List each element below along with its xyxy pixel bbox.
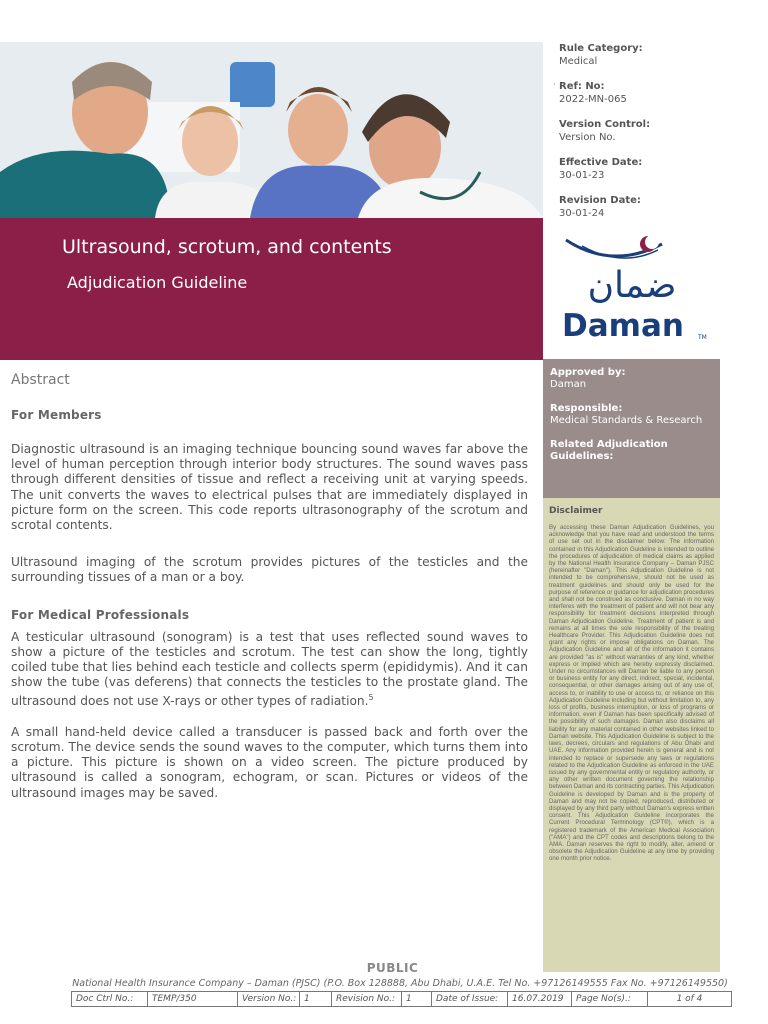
ref-no-label: Ref: No: — [559, 81, 605, 92]
disclaimer-title: Disclaimer — [549, 506, 603, 516]
approved-by-value: Daman — [550, 379, 587, 390]
disclaimer-text: By accessing these Daman Adjudication Guidelines, you acknowledge that you have read and understood the terms of use set out in the disclaimer below: The information contained in this Adjudication Guideline is intended to outline the procedures of adjudication of medical claims as applied by the National Health Insurance Company – Daman PJSC (hereinafter "Daman"). This Adjudication Guideline is not intended to be comprehensive, should not be used as treatment guidelines and should only be used for the purpose of reference or guidance for adjudication procedures and shall not be construed as conclusive. Daman in no way interferes with the treatment of patient and will not bear any responsibility for treatment decisions interpreted through Daman Adjudication Guideline. Treatment of patient is and remains at all times the sole responsibility of the treating Healthcare Provider. This Adjudication Guideline does not grant any rights or impose obligations on Daman. The Adjudication Guideline and all of the information it contains are provided "as is" without warranties of any kind, whether express or implied which are hereby expressly disclaimed. Under no circumstances will Daman be liable to any person or business entity for any direct, indirect, special, incidental, consequential, or other damages arising out of any use of, access to, or inability to use or access to, or reliance on this Adjudication Guideline including but without limitation to, any loss of profits, business interruption, or loss of programs or information, even if Daman has been specifically advised of the possibility of such damages. Daman also disclaims all liability for any material contained in other websites linked to Daman website. This Adjudication Guideline is subject to the laws, decrees, circulars and regulations of Abu Dhabi and UAE. Any information provided herein is general and is not intended to replace or supersede any laws or regulations related to the Adjudication Guideline as enforced in the UAE issued by any governmental entity or regulatory authority, or any other written document governing the relationship between Daman and its contracting parties. This Adjudication Guideline is developed by Daman and is the property of Daman and may not be copied, reproduced, distributed or displayed by any third party without Daman's express written consent. This Adjudication Guideline incorporates the Current Procedural Terminology (CPT®), which is a registered trademark of the American Medical Association ("AMA") and the CPT codes and descriptions belong to the AMA. Daman reserves the right to modify, alter, amend or obsolete the Adjudication Guideline at any time by providing one month prior notice. — [549, 524, 714, 863]
version-control-label: Version Control: — [559, 119, 651, 130]
revision-date-value: 30-01-24 — [559, 208, 605, 219]
version-control — [559, 118, 749, 144]
document-control-table — [71, 991, 732, 1007]
main-content — [11, 372, 528, 816]
version-label: Version No.: — [238, 992, 300, 1006]
disclaimer-box — [543, 498, 720, 972]
members-heading: For Members — [11, 408, 102, 422]
approved-by-label: Approved by: — [550, 367, 626, 378]
page-no-label: Page No(s).: — [572, 992, 648, 1006]
version-value: 1 — [300, 992, 332, 1006]
daman-logo — [558, 230, 718, 350]
effective-date-value: 30-01-23 — [559, 170, 605, 181]
ref-no-value: 2022-MN-065 — [559, 94, 627, 105]
issue-date-value: 16.07.2019 — [508, 992, 572, 1006]
revision-value: 1 — [402, 992, 432, 1006]
doc-ctrl-value: TEMP/350 — [148, 992, 238, 1006]
logo-latin-text: Daman — [562, 308, 684, 344]
doc-ctrl-label: Doc Ctrl No.: — [72, 992, 148, 1006]
issue-date-label: Date of Issue: — [432, 992, 508, 1006]
professionals-paragraph-1 — [11, 630, 528, 710]
revision-label: Revision No.: — [332, 992, 402, 1006]
company-address: National Health Insurance Company – Daman (PJSC) (P.O. Box 128888, Abu Dhabi, U.A.E. Tel No. +97126149555 Fax No. +97126149550) — [72, 978, 728, 989]
page-no-value: 1 of 4 — [676, 994, 703, 1004]
bullet-dot: · — [553, 80, 556, 89]
effective-date — [559, 156, 749, 182]
responsible-label: Responsible: — [550, 403, 623, 414]
rule-category-value: Medical — [559, 56, 598, 67]
effective-date-label: Effective Date: — [559, 157, 643, 168]
approval-box — [543, 359, 720, 498]
version-control-value: Version No. — [559, 132, 616, 143]
document-meta — [553, 42, 749, 232]
rule-category-label: Rule Category: — [559, 43, 643, 54]
professionals-heading: For Medical Professionals — [11, 607, 190, 622]
document-subtitle: Adjudication Guideline — [67, 273, 248, 292]
abstract-heading: Abstract — [11, 372, 70, 388]
revision-date-label: Revision Date: — [559, 195, 641, 206]
logo-arabic-text: ضمان — [587, 265, 677, 306]
logo-trademark: TM — [698, 334, 707, 341]
header-photo — [0, 42, 543, 218]
document-title: Ultrasound, scrotum, and contents — [62, 236, 392, 258]
reference-superscript: 5 — [368, 693, 374, 703]
professionals-paragraph-2: A small hand-held device called a transducer is passed back and forth over the scrotum. The device sends the sound waves to the computer, which turns them into a picture. This picture is shown on a video screen. The picture produced by ultrasound is called a sonogram, echogram, or scan. Pictures or videos of the ultrasound images may be saved. — [11, 724, 528, 800]
rule-category — [559, 42, 749, 68]
title-band — [0, 218, 543, 360]
classification-label: PUBLIC — [366, 961, 419, 975]
members-paragraph-1: Diagnostic ultrasound is an imaging technique bouncing sound waves far above the level of human perception through interior body structures. The sound waves pass through different densities of tissue and reflect a receiving unit at varying speeds. The unit converts the waves to electrical pulses that are immediately displayed in picture form on the screen. This code reports ultrasonography of the scrotum and scrotal contents. — [11, 442, 528, 533]
revision-date — [559, 194, 749, 220]
related-guidelines-label: Related Adjudication Guidelines: — [550, 439, 668, 462]
doctors-photo-illustration — [0, 42, 543, 218]
members-paragraph-2: Ultrasound imaging of the scrotum provides pictures of the testicles and the surrounding tissues of a man or a boy. — [11, 555, 528, 585]
professionals-paragraph-1-text: A testicular ultrasound (sonogram) is a test that uses reflected sound waves to show a picture of the testicles and scrotum. The test can show the long, tightly coiled tube that lies behind each testicle and collects sperm (epididymis). And it can show the tube (vas deferens) that connects the testicles to the prostate gland. The ultrasound does not use X-rays or other types of radiation. — [11, 629, 528, 709]
ref-no — [553, 80, 749, 106]
responsible-value: Medical Standards & Research — [550, 415, 703, 426]
logo-swoosh-icon — [562, 230, 672, 270]
